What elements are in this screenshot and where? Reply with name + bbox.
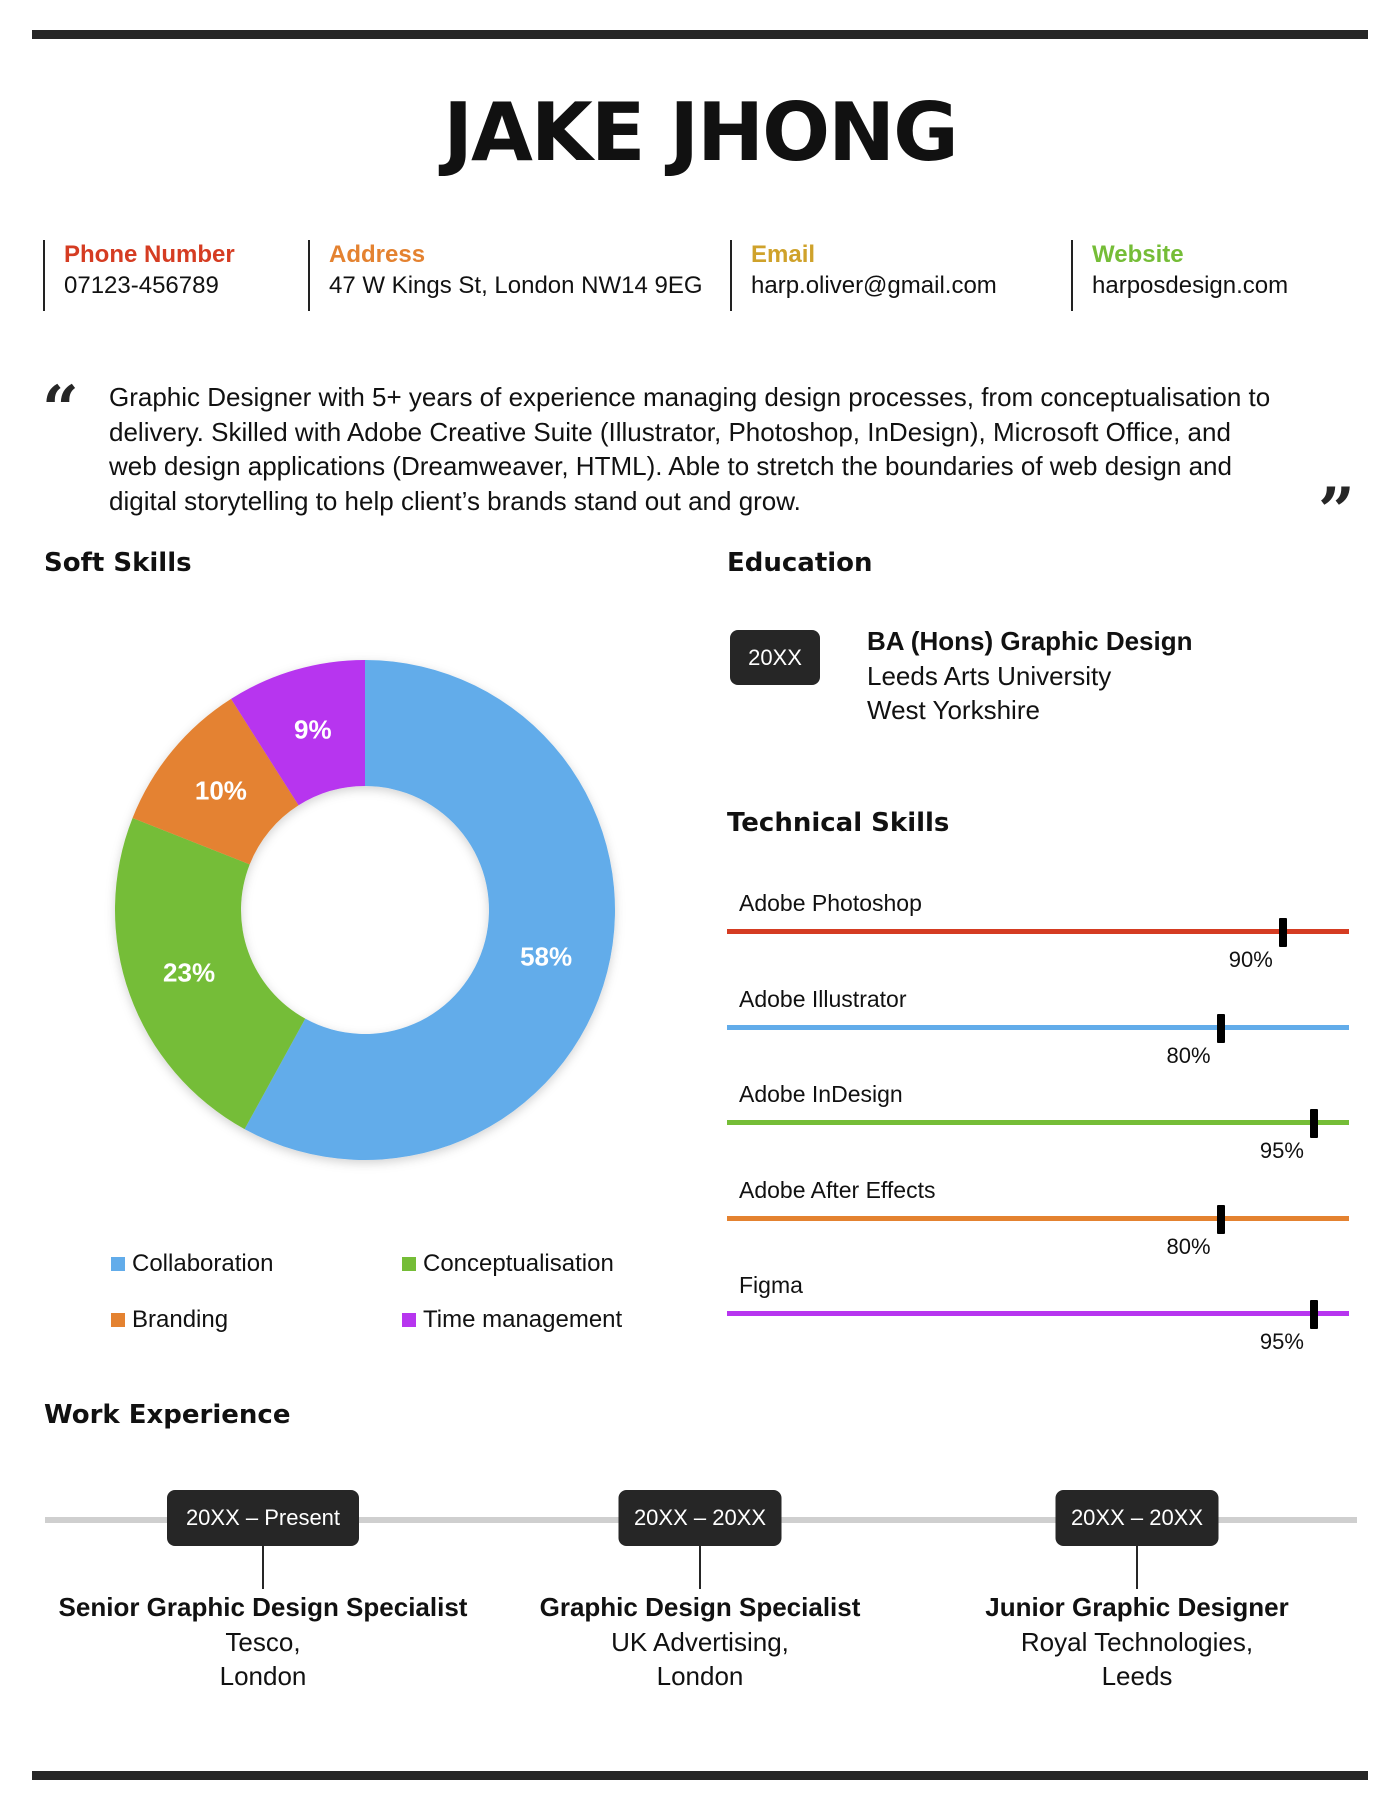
job-company: UK Advertising, xyxy=(611,1626,789,1657)
technical-skills-title: Technical Skills xyxy=(727,808,950,838)
legend-item-conceptualisation xyxy=(402,1250,614,1278)
legend-item-collaboration xyxy=(111,1250,273,1278)
skill-adobe-after-effects xyxy=(727,1177,1349,1257)
skill-track xyxy=(727,1311,1349,1316)
legend-label: Branding xyxy=(132,1306,229,1333)
contact-label: Address xyxy=(329,241,426,268)
skill-name: Adobe After Effects xyxy=(739,1177,936,1203)
soft-skills-title: Soft Skills xyxy=(44,548,192,578)
job-company: Tesco, xyxy=(225,1626,301,1657)
skill-name: Adobe InDesign xyxy=(739,1081,903,1107)
candidate-name: JAKE JHONG xyxy=(443,86,957,179)
legend-swatch xyxy=(402,1313,416,1327)
job-city: London xyxy=(656,1661,744,1691)
skill-percent: 95% xyxy=(1259,1138,1304,1163)
legend-label: Conceptualisation xyxy=(423,1250,614,1277)
skill-adobe-illustrator xyxy=(727,986,1349,1066)
skill-level-marker xyxy=(1279,918,1287,947)
skill-track xyxy=(727,1120,1349,1125)
top-rule xyxy=(32,30,1368,39)
contact-website xyxy=(1071,240,1288,311)
skill-level-marker xyxy=(1217,1014,1225,1043)
job-details xyxy=(917,1590,1357,1694)
skill-name: Adobe Illustrator xyxy=(739,986,907,1012)
skill-percent: 90% xyxy=(1228,947,1273,972)
donut-data-label: 23% xyxy=(163,957,216,988)
contact-label: Phone Number xyxy=(64,241,235,268)
job-dates-badge: 20XX – 20XX xyxy=(1056,1490,1219,1546)
legend-item-time-management xyxy=(402,1306,622,1334)
legend-label: Collaboration xyxy=(132,1250,274,1277)
skill-name: Figma xyxy=(739,1272,803,1298)
contact-label: Email xyxy=(751,241,816,268)
contact-value[interactable]: harp.oliver@gmail.com xyxy=(751,272,997,299)
skill-track xyxy=(727,1025,1349,1030)
education-year-badge: 20XX xyxy=(730,630,820,685)
education-degree: BA (Hons) Graphic Design xyxy=(867,626,1193,656)
skill-adobe-photoshop xyxy=(727,890,1349,970)
contact-label: Website xyxy=(1092,241,1184,268)
education-details xyxy=(867,624,1193,728)
skill-percent: 80% xyxy=(1166,1043,1211,1068)
job-city: Leeds xyxy=(1101,1661,1173,1691)
contact-email xyxy=(730,240,997,311)
job-dates-badge: 20XX – 20XX xyxy=(619,1490,782,1546)
legend-label: Time management xyxy=(423,1306,623,1333)
job-title: Junior Graphic Designer xyxy=(985,1592,1289,1622)
job-title: Graphic Design Specialist xyxy=(539,1592,861,1622)
skill-name: Adobe Photoshop xyxy=(739,890,922,916)
legend-swatch xyxy=(402,1257,416,1271)
donut-data-label: 58% xyxy=(520,941,573,971)
profile-summary xyxy=(109,380,1324,518)
contact-value[interactable]: harposdesign.com xyxy=(1092,272,1289,299)
skill-adobe-indesign xyxy=(727,1081,1349,1161)
skill-percent: 80% xyxy=(1166,1234,1211,1259)
donut-svg xyxy=(95,640,635,1180)
soft-skills-donut-chart xyxy=(95,640,635,1180)
skill-figma xyxy=(727,1272,1349,1352)
job-company: Royal Technologies, xyxy=(1020,1626,1254,1657)
job-dates-badge: 20XX – Present xyxy=(167,1490,359,1546)
contact-phone xyxy=(43,240,235,311)
close-quote-icon: ” xyxy=(1318,474,1355,549)
legend-swatch xyxy=(111,1313,125,1327)
legend-swatch xyxy=(111,1257,125,1271)
contact-value: 07123-456789 xyxy=(64,272,219,299)
summary-line: delivery. Skilled with Adobe Creative Suite (Illustrator, Photoshop, InDesign), Microsoft Office, and xyxy=(109,416,1231,447)
donut-data-label: 9% xyxy=(294,714,332,745)
job-stem xyxy=(262,1546,264,1589)
education-title: Education xyxy=(727,548,873,578)
legend-item-branding xyxy=(111,1306,228,1334)
summary-line: Graphic Designer with 5+ years of experience managing design processes, from conceptualisation to xyxy=(109,382,1271,412)
bottom-rule xyxy=(32,1771,1368,1780)
education-school: Leeds Arts University xyxy=(867,660,1112,691)
job-stem xyxy=(699,1546,701,1589)
contact-address xyxy=(308,240,703,311)
education-location: West Yorkshire xyxy=(867,695,1040,725)
summary-line: web design applications (Dreamweaver, HTML). Able to stretch the boundaries of web design and xyxy=(109,451,1232,481)
skill-level-marker xyxy=(1310,1300,1318,1329)
summary-line: digital storytelling to help client’s brands stand out and grow. xyxy=(109,485,801,516)
job-city: London xyxy=(219,1661,307,1691)
skill-level-marker xyxy=(1310,1109,1318,1138)
job-title: Senior Graphic Design Specialist xyxy=(58,1592,468,1622)
open-quote-icon: “ xyxy=(42,372,79,447)
contact-value: 47 W Kings St, London NW14 9EG xyxy=(329,272,703,299)
donut-data-label: 10% xyxy=(194,775,247,806)
job-details xyxy=(43,1590,483,1694)
skill-track xyxy=(727,929,1349,934)
work-experience-title: Work Experience xyxy=(44,1400,291,1430)
job-stem xyxy=(1136,1546,1138,1589)
skill-percent: 95% xyxy=(1259,1329,1304,1354)
job-details xyxy=(480,1590,920,1694)
skill-track xyxy=(727,1216,1349,1221)
skill-level-marker xyxy=(1217,1205,1225,1234)
